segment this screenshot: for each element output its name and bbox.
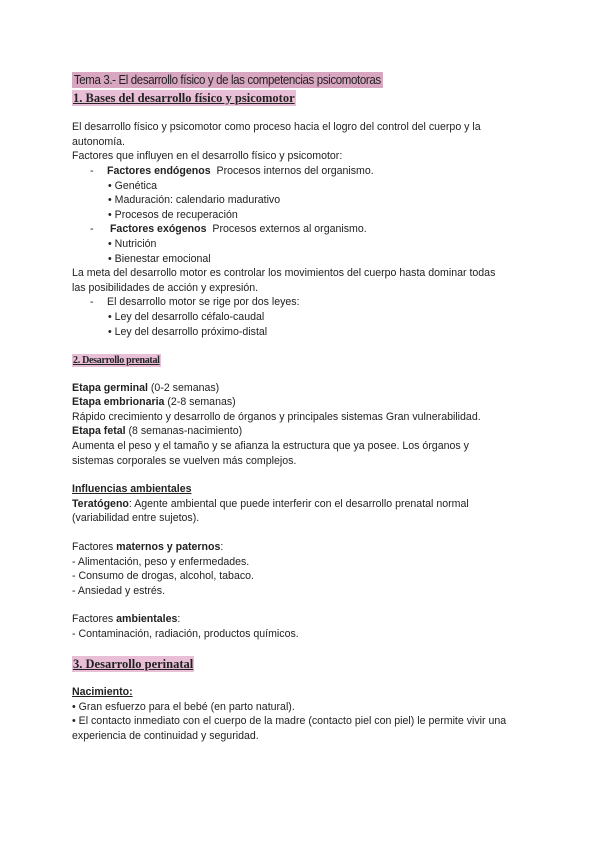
- exogenous-text: Procesos externos al organismo.: [212, 223, 367, 236]
- exogenous-label: Factores exógenos: [109, 223, 207, 236]
- s1-factors-intro: Factores que influyen en el desarrollo físico y psicomotor:: [72, 150, 343, 163]
- list-item: • Bienestar emocional: [108, 252, 211, 265]
- amb-label: ambientales: [116, 613, 178, 626]
- endogenous-label: Factores endógenos: [107, 164, 211, 177]
- germinal-label: Etapa germinal: [72, 381, 148, 394]
- maternal-suffix: :: [220, 541, 224, 554]
- amb-suffix: :: [177, 613, 181, 626]
- environmental-factors-heading: [72, 612, 542, 627]
- maternal-label: maternos y paternos: [116, 541, 221, 554]
- s1-goal-line2: las posibilidades de acción y expresión.: [72, 281, 259, 294]
- list-item: • El contacto inmediato con el cuerpo de la madre (contacto piel con piel) le permite vivir una: [72, 715, 507, 728]
- section-2-heading: 2. Desarrollo prenatal: [73, 355, 160, 367]
- list-item: - Alimentación, peso y enfermedades.: [72, 555, 250, 568]
- embrionaria-label: Etapa embrionaria: [72, 396, 165, 409]
- maternal-factors-heading: [72, 540, 542, 555]
- s1-goal-line1: La meta del desarrollo motor es controlar los movimientos del cuerpo hasta dominar todas: [72, 267, 496, 280]
- teratogen-def: [72, 497, 542, 512]
- birth-heading: Nacimiento:: [72, 686, 133, 699]
- list-item: • Gran esfuerzo para el bebé (en parto natural).: [72, 700, 295, 713]
- list-item: • Maduración: calendario madurativo: [108, 194, 281, 207]
- document-title: Tema 3.- El desarrollo físico y de las competencias psicomotoras: [73, 73, 381, 87]
- list-item: - Ansiedad y estrés.: [72, 584, 166, 597]
- document-page: [72, 72, 542, 744]
- dash-mark: -: [90, 296, 94, 309]
- s1-intro-line2: autonomía.: [72, 135, 126, 148]
- list-item: • Nutrición: [108, 237, 157, 250]
- laws-intro-text: El desarrollo motor se rige por dos leyes:: [107, 296, 300, 309]
- list-item: - Contaminación, radiación, productos químicos.: [72, 628, 299, 640]
- list-item: • Procesos de recuperación: [108, 208, 238, 221]
- fetal-desc-line1: Aumenta el peso y el tamaño y se afianza la estructura que ya posee. Los órganos y: [72, 440, 469, 453]
- embrionaria-desc: Rápido crecimiento y desarrollo de órganos y principales sistemas Gran vulnerabilidad.: [72, 410, 481, 423]
- influences-heading: Influencias ambientales: [72, 483, 192, 496]
- list-item: • Ley del desarrollo próximo-distal: [108, 325, 268, 338]
- fetal-text: (8 semanas-nacimiento): [125, 425, 243, 438]
- fetal-desc-line2: sistemas corporales se vuelven más complejos.: [72, 454, 297, 467]
- dash-mark: -: [90, 164, 94, 177]
- endogenous-text: Procesos internos del organismo.: [216, 164, 374, 177]
- birth-continuation: experiencia de continuidad y seguridad.: [72, 729, 259, 742]
- laws-intro: [72, 295, 542, 310]
- teratogen-text: : Agente ambiental que puede interferir con el desarrollo prenatal normal: [128, 497, 469, 510]
- stage-germinal: [72, 381, 542, 396]
- endogenous-factor: [72, 164, 542, 179]
- fetal-label: Etapa fetal: [72, 425, 126, 438]
- section-1-heading: 1. Bases del desarrollo físico y psicomotor: [73, 90, 295, 105]
- stage-embrionaria: [72, 395, 542, 410]
- amb-prefix: Factores: [72, 613, 117, 626]
- list-item: - Consumo de drogas, alcohol, tabaco.: [72, 570, 254, 583]
- s1-intro-line1: El desarrollo físico y psicomotor como proceso hacia el logro del control del cuerpo y la: [72, 121, 481, 134]
- maternal-prefix: Factores: [72, 541, 117, 554]
- list-item: • Genética: [108, 179, 158, 192]
- teratogen-label: Teratógeno: [72, 497, 129, 510]
- teratogen-def-line2: (variabilidad entre sujetos).: [72, 512, 200, 525]
- embrionaria-text: (2-8 semanas): [164, 396, 236, 409]
- germinal-text: (0-2 semanas): [147, 381, 220, 394]
- list-item: • Ley del desarrollo céfalo-caudal: [108, 310, 265, 323]
- section-3-heading: 3. Desarrollo perinatal: [73, 656, 194, 671]
- exogenous-factor: [72, 222, 542, 237]
- dash-mark: -: [90, 223, 94, 236]
- stage-fetal: [72, 424, 542, 439]
